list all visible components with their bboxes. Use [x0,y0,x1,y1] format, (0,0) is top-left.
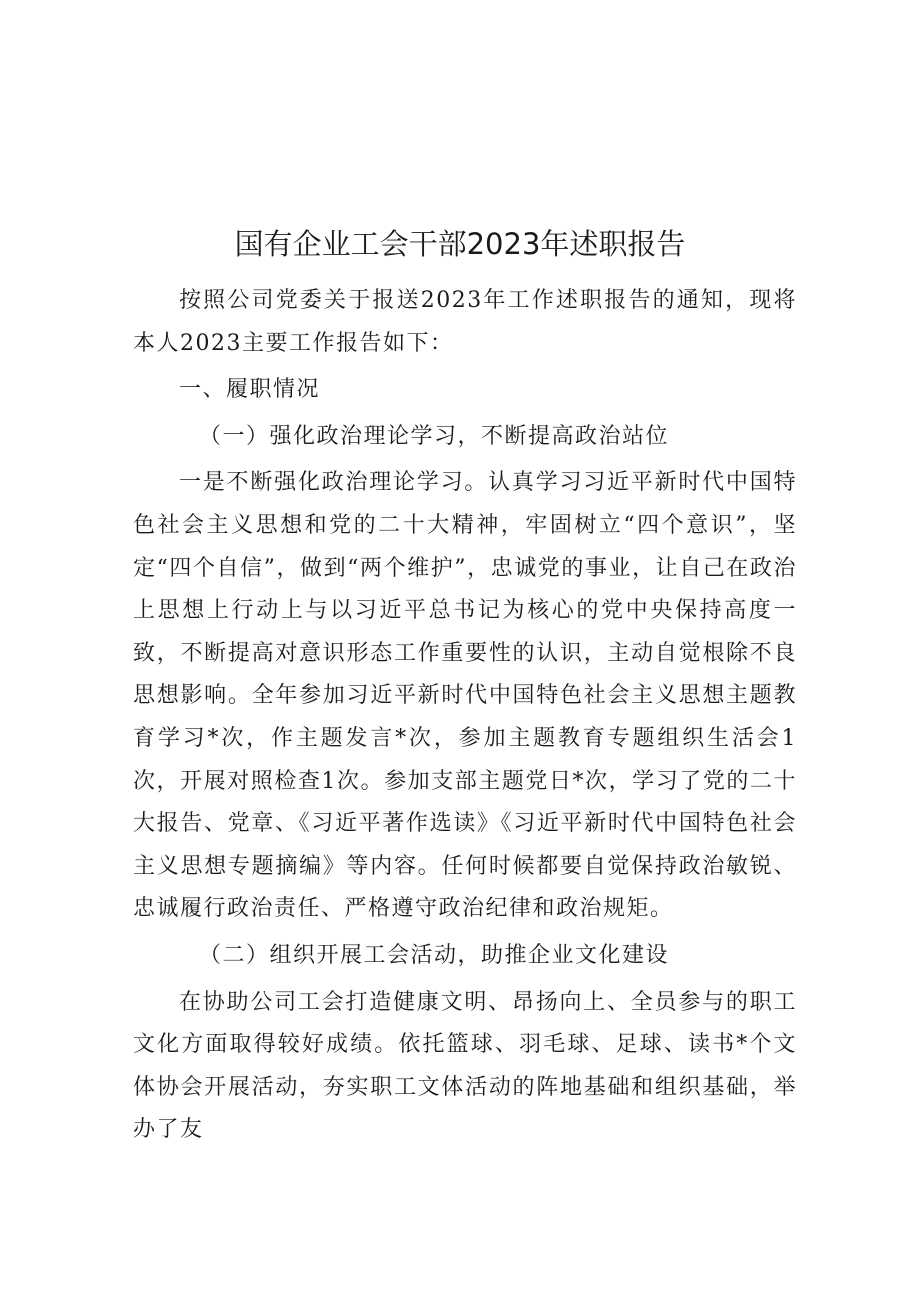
body-paragraph: 一是不断强化政治理论学习。认真学习习近平新时代中国特色社会主义思想和党的二十大精神，牢固树立“四个意识”，坚定“四个自信”，做到“两个维护”，忠诚党的事业，让自己在政治上思想上行动上与以习近平总书记为核心的党中央保持高度一致，不断提高对意识形态工作重要性的认识，主动自觉根除不良思想影响。全年参加习近平新时代中国特色社会主义思想主题教育学习*次，作主题发言*次，参加主题教育专题组织生活会1次，开展对照检查1次。参加支部主题党日*次，学习了党的二十大报告、党章、《习近平著作选读》《习近平新时代中国特色社会主义思想专题摘编》等内容。任何时候都要自觉保持政治敏锐、忠诚履行政治责任、严格遵守政治纪律和政治规矩。 [133,470,797,922]
section-heading: 一、履职情况 [179,377,321,403]
subsection-heading: （二）组织开展工会活动，助推企业文化建设 [199,942,670,968]
document-title: 国有企业工会干部2023年述职报告 [234,227,686,261]
intro-paragraph: 按照公司党委关于报送2023年工作述职报告的通知，现将本人2023主要工作报告如下： [133,288,797,356]
document-body [133,280,797,1152]
body-paragraph: 在协助公司工会打造健康文明、昂扬向上、全员参与的职工文化方面取得较好成绩。依托篮球、羽毛球、足球、读书*个文体协会开展活动，夯实职工文体活动的阵地基础和组织基础，举办了友 [133,989,797,1143]
subsection-heading: （一）强化政治理论学习，不断提高政治站位 [199,423,670,449]
